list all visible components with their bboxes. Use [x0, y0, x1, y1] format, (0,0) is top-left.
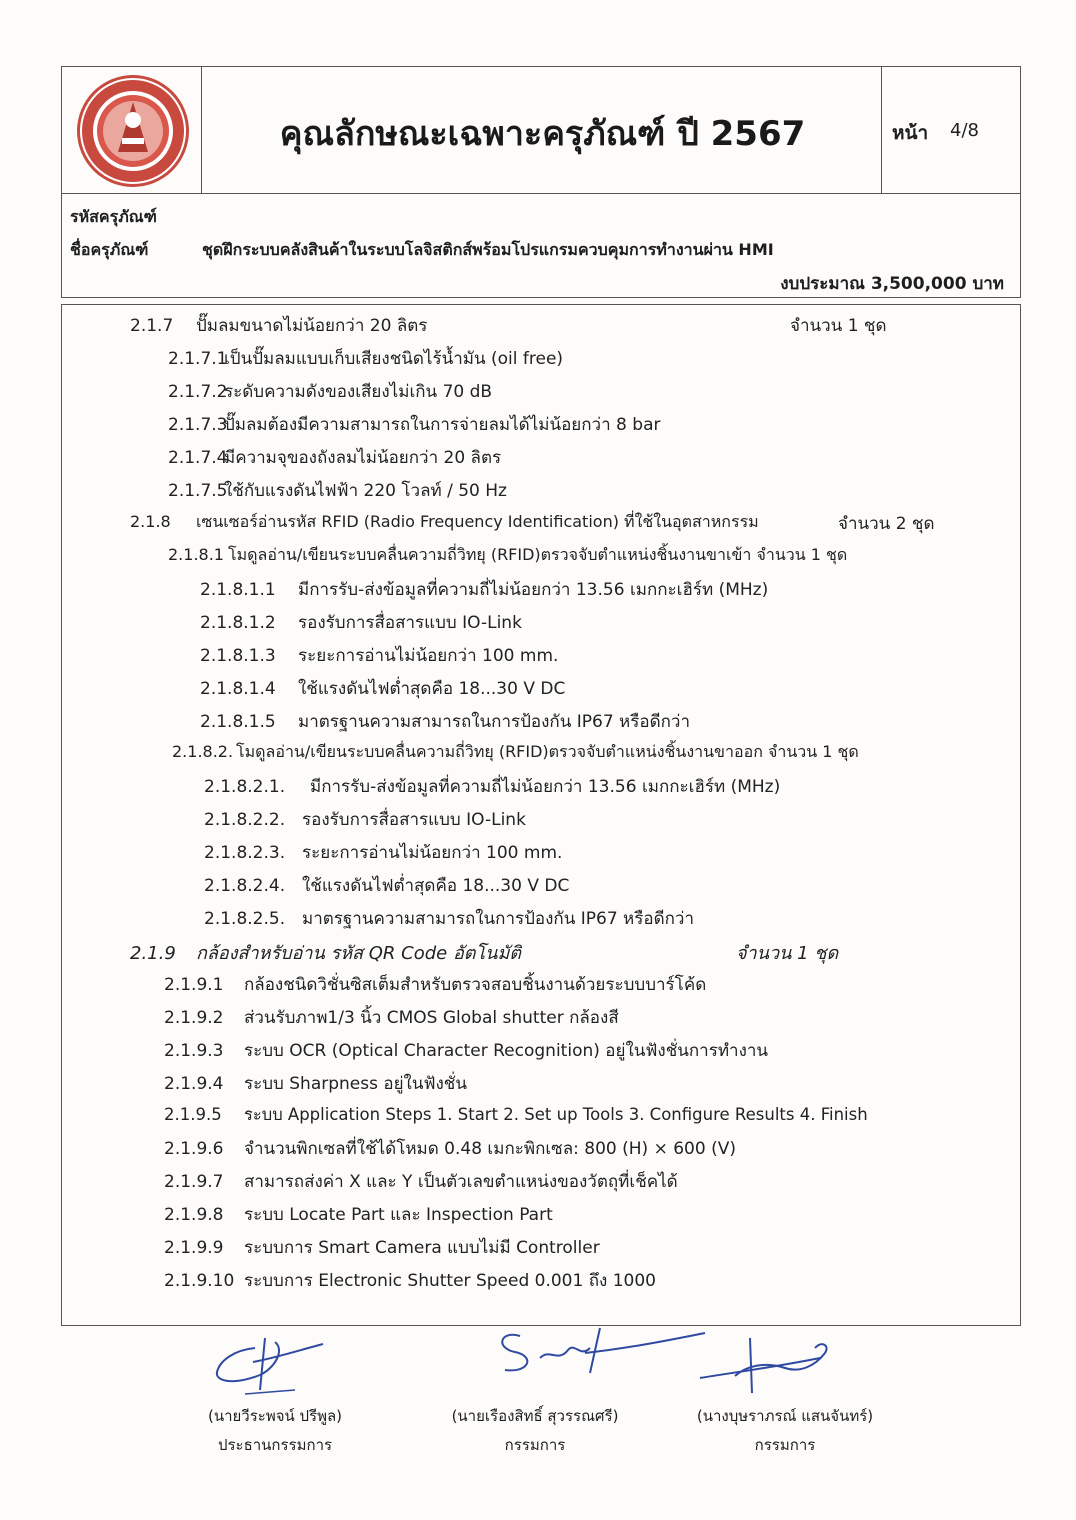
signer-role-1: ประธานกรรมการ — [217, 1436, 333, 1454]
list-item: 2.1.8.2.5. มาตรฐานความสามารถในการป้องกัน IP67 หรือดีกว่า — [204, 909, 695, 929]
list-item: 2.1.9.10 ระบบการ Electronic Shutter Speed 0.001 ถึง 1000 — [164, 1271, 656, 1291]
signer-name-2: (นายเรืองสิทธิ์ สุวรรณศรี) — [451, 1407, 619, 1425]
item-quantity: จำนวน 1 ชุด — [736, 943, 839, 964]
item-name-label: ชื่อครุภัณฑ์ — [70, 240, 149, 259]
signer-role-3: กรรมการ — [754, 1436, 816, 1454]
list-item: 2.1.9.4 ระบบ Sharpness อยู่ในฟังชั่น — [164, 1074, 467, 1094]
item-number: 2.1.7 — [130, 316, 174, 336]
page-number: 4/8 — [950, 120, 979, 141]
list-item: 2.1.8.2.1. มีการรับ-ส่งข้อมูลที่ความถี่ไม่น้อยกว่า 13.56 เมกกะเฮิร์ท (MHz) — [204, 777, 781, 797]
item-text: ปั๊มลมขนาดไม่น้อยกว่า 20 ลิตร — [196, 316, 428, 336]
list-item: 2.1.7.5ใช้กับแรงดันไฟฟ้า 220 โวลท์ / 50 Hz — [168, 481, 507, 501]
list-item: 2.1.8.2.4. ใช้แรงดันไฟต่ำสุดคือ 18...30 V DC — [204, 876, 570, 896]
item-quantity: จำนวน 1 ชุด — [790, 316, 887, 336]
list-item: 2.1.9.7 สามารถส่งค่า X และ Y เป็นตัวเลขตำแหน่งของวัตถุที่เช็คได้ — [164, 1172, 678, 1192]
signature-member-1 — [480, 1318, 710, 1388]
list-item — [130, 312, 427, 339]
page-label: หน้า — [892, 122, 929, 144]
list-item: 2.1.9.5 ระบบ Application Steps 1. Start 2. Set up Tools 3. Configure Results 4. Finish — [164, 1105, 868, 1124]
budget-amount: งบประมาณ 3,500,000 บาท — [780, 274, 1004, 294]
list-item: 2.1.8.2. โมดูลอ่าน/เขียนระบบคลื่นความถี่วิทยุ (RFID)ตรวจจับตำแหน่งชิ้นงานขาออก จำนวน 1 ชุด — [172, 742, 859, 761]
signer-role-2: กรรมการ — [504, 1436, 566, 1454]
list-item: 2.1.8.1.3 ระยะการอ่านไม่น้อยกว่า 100 mm. — [200, 646, 559, 666]
item-name-value: ชุดฝึกระบบคลังสินค้าในระบบโลจิสติกส์พร้อมโปรแกรมควบคุมการทำงานผ่าน HMI — [202, 240, 774, 259]
list-item: 2.1.8.1.5 มาตรฐานความสามารถในการป้องกัน IP67 หรือดีกว่า — [200, 712, 691, 732]
signer-name-3: (นางบุษราภรณ์ แสนจันทร์) — [696, 1407, 874, 1425]
list-item: 2.1.9.1 กล้องชนิดวิชั่นซิสเต็มสำหรับตรวจสอบชิ้นงานด้วยระบบบาร์โค้ด — [164, 975, 707, 995]
item-code-label: รหัสครุภัณฑ์ — [70, 207, 157, 226]
list-item: 2.1.8.1.2 รองรับการสื่อสารแบบ IO-Link — [200, 613, 522, 633]
list-item: 2.1.8.2.2. รองรับการสื่อสารแบบ IO-Link — [204, 810, 526, 830]
list-item: 2.1.8 เซนเซอร์อ่านรหัส RFID (Radio Frequency Identification) ที่ใช้ในอุตสาหกรรม — [130, 512, 759, 531]
list-item: 2.1.8.1.4 ใช้แรงดันไฟต่ำสุดคือ 18...30 V DC — [200, 679, 566, 699]
list-item: 2.1.9.2 ส่วนรับภาพ1/3 นิ้ว CMOS Global shutter กล้องสี — [164, 1008, 619, 1028]
list-item: 2.1.9.9 ระบบการ Smart Camera แบบไม่มี Controller — [164, 1238, 600, 1258]
list-item: 2.1.9.8 ระบบ Locate Part และ Inspection Part — [164, 1205, 553, 1225]
list-item: 2.1.7.3ปั๊มลมต้องมีความสามารถในการจ่ายลมได้ไม่น้อยกว่า 8 bar — [168, 415, 661, 435]
list-item: 2.1.7.4มีความจุของถังลมไม่น้อยกว่า 20 ลิตร — [168, 448, 502, 468]
signature-chairman — [205, 1320, 335, 1400]
commission-seal-logo — [70, 72, 196, 190]
page-title: คุณลักษณะเฉพาะครุภัณฑ์ ปี 2567 — [279, 114, 806, 154]
signature-member-2 — [690, 1318, 850, 1398]
item-quantity: จำนวน 2 ชุด — [838, 514, 935, 534]
list-item: 2.1.7.2ระดับความดังของเสียงไม่เกิน 70 dB — [168, 382, 493, 402]
list-item: 2.1.9.3 ระบบ OCR (Optical Character Recognition) อยู่ในฟังชั่นการทำงาน — [164, 1041, 769, 1061]
list-item: 2.1.9.6 จำนวนพิกเซลที่ใช้ได้โหมด 0.48 เมกะพิกเซล: 800 (H) × 600 (V) — [164, 1139, 736, 1159]
header-divider-left — [201, 67, 202, 193]
list-item: 2.1.8.1.1 มีการรับ-ส่งข้อมูลที่ความถี่ไม่น้อยกว่า 13.56 เมกกะเฮิร์ท (MHz) — [200, 580, 769, 600]
list-item: 2.1.7.1เป็นปั๊มลมแบบเก็บเสียงชนิดไร้น้ำมัน (oil free) — [168, 349, 564, 369]
list-item: 2.1.8.1 โมดูลอ่าน/เขียนระบบคลื่นความถี่วิทยุ (RFID)ตรวจจับตำแหน่งชิ้นงานขาเข้า จำนวน 1 ชุด — [168, 545, 848, 564]
header-divider-right — [881, 67, 882, 193]
signer-name-1: (นายวีระพจน์ ปรีพูล) — [207, 1407, 343, 1425]
list-item: 2.1.8.2.3. ระยะการอ่านไม่น้อยกว่า 100 mm. — [204, 843, 563, 863]
list-item: 2.1.9 กล้องสำหรับอ่าน รหัส QR Code อัตโนมัติ — [130, 943, 521, 964]
